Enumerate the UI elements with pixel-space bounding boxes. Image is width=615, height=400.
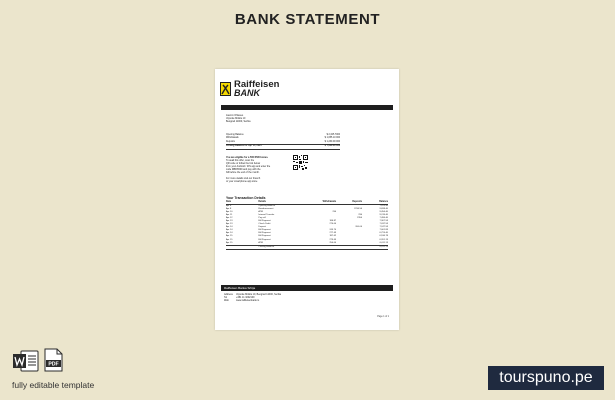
- cell-details: Deposit: [258, 226, 266, 229]
- cell-date: Apr 11: [226, 214, 233, 217]
- cell-date: Apr 15: [226, 241, 233, 244]
- header-divider: [221, 105, 393, 110]
- bank-name-line2: BANK: [234, 88, 260, 98]
- cell-date: Apr 8: [226, 208, 232, 211]
- editable-template-note: fully editable template: [12, 380, 95, 390]
- balance-summary: [226, 134, 340, 150]
- cell-balance: 6,261.13: [379, 238, 388, 241]
- cell-balance: 6,536.78: [379, 235, 388, 238]
- cell-date: Apr 13: [226, 220, 233, 223]
- cell-deposit: 2350: [357, 217, 363, 220]
- cell-details: Pay roll: [258, 217, 266, 220]
- cell-deposit: 2234.50: [354, 208, 363, 211]
- pdf-label: PDF: [48, 361, 59, 368]
- column-header: Details: [258, 201, 310, 205]
- brand-badge[interactable]: tourspuno.pe: [488, 366, 604, 390]
- cell-details: ATM: [258, 211, 263, 214]
- cell-withdrawal: 250: [332, 211, 337, 214]
- cell-details: Check Debit: [258, 223, 271, 226]
- column-header: Withdrawals: [310, 201, 336, 205]
- cell-details: Bill Payment: [258, 235, 271, 238]
- footer-key: Address: [224, 293, 233, 296]
- balance-label: Withdrawals: [226, 137, 239, 140]
- cell-balance: 9,454.40: [379, 211, 388, 214]
- cell-date: Apr 10: [226, 211, 233, 214]
- footer-line: [224, 299, 281, 302]
- cell-details: Bill Payment: [258, 220, 271, 223]
- cell-details: ATM: [258, 241, 263, 244]
- cell-details: Rembursement: [258, 208, 274, 211]
- footer-key: Tel: [224, 296, 228, 300]
- page-title: BANK STATEMENT: [234, 11, 381, 28]
- cell-balance: 7,307.53: [379, 220, 388, 223]
- word-icon: [13, 350, 39, 372]
- cell-date: Apr 14: [226, 226, 233, 229]
- column-header: Deposits: [336, 201, 362, 205]
- pdf-icon: [44, 348, 63, 372]
- cell-details: Bill Payment: [258, 229, 271, 232]
- transactions-title: Your Transaction Details: [226, 196, 266, 200]
- cell-date: Apr 13: [226, 223, 233, 226]
- cell-withdrawal: 186.87: [329, 220, 337, 223]
- column-header: Date: [226, 201, 258, 205]
- footer-value: +381 11 3202100: [236, 296, 255, 300]
- cell-balance: 9,744.40: [379, 214, 388, 217]
- cell-balance: 7,494.40: [379, 217, 388, 220]
- promo-line: code RBRS500 and pay with the: [226, 168, 261, 172]
- cell-balance: 9,698.40: [379, 208, 388, 211]
- cell-date: Apr 15: [226, 235, 233, 238]
- footer-value: www.raiffeisenbank.rs: [236, 299, 260, 303]
- closing-summary-value: $ 7,520.60 000: [306, 145, 340, 149]
- balance-label: Opening Balance: [226, 134, 244, 136]
- cell-deposit: 200.00: [355, 226, 363, 229]
- footer-bank-name: Raiffeisen Banka Srbija: [224, 285, 256, 290]
- qr-code-icon[interactable]: [293, 155, 308, 170]
- footer-value: Vojvode Mišića 10, Beograd 11000, Serbia: [236, 293, 282, 296]
- balance-value: $ 2,345.7000: [326, 134, 340, 136]
- empty-cell: [336, 245, 362, 249]
- promo-text: [226, 156, 270, 175]
- address-line: Jasmin Ohlanes: [226, 114, 244, 117]
- info-note: [226, 177, 260, 183]
- statement-document: [215, 69, 399, 330]
- address-line: Vojvode Mišića 10: [226, 117, 246, 121]
- bank-logo-icon: [220, 82, 231, 96]
- cell-details: Internal Transfer: [258, 214, 275, 217]
- cell-date: Apr 8: [226, 205, 232, 207]
- cell-withdrawal: 250.00: [329, 241, 337, 244]
- cell-details: Opening Balance: [258, 205, 276, 207]
- note-line: For more details visit our branch: [226, 177, 261, 180]
- promo-line: bill before the end of the month.: [226, 171, 260, 175]
- promo-line: QR code or follow the link below: [226, 162, 261, 166]
- cell-balance: 7,001.83: [379, 229, 388, 232]
- closing-cell: Closing Balance: [258, 245, 310, 249]
- closing-summary-label: Closing Balance for Apr 15, 2021: [226, 145, 306, 149]
- cell-date: Apr 14: [226, 229, 233, 232]
- footer-key: Web: [224, 299, 229, 303]
- cell-withdrawal: 187.62: [329, 235, 337, 238]
- cell-balance: 7,037.53: [379, 223, 388, 226]
- bank-name-line1: Raiffeisen: [234, 79, 280, 90]
- closing-cell: 6,011.13: [362, 245, 388, 249]
- cell-withdrawal: 270.00: [329, 223, 337, 226]
- cell-balance: 6,011.13: [379, 241, 388, 244]
- footer-info: [224, 293, 281, 302]
- cell-balance: 7,247.53: [379, 226, 388, 229]
- transactions-table: [226, 201, 388, 250]
- balance-value: $ 1,055.10 000: [324, 137, 340, 140]
- note-line: or your smartphone app store: [226, 180, 258, 184]
- cell-balance: 7,475.90: [379, 205, 388, 207]
- cell-details: Bill Payment: [258, 232, 271, 235]
- cell-withdrawal: 277.43: [329, 232, 337, 235]
- promo-line: You are eligible for a 500 RSD bonus.: [226, 156, 269, 159]
- cell-deposit: 290: [358, 214, 363, 217]
- promo-line: To avail this offer, scan the: [226, 159, 255, 163]
- empty-cell: [310, 245, 336, 249]
- customer-address: [226, 114, 250, 123]
- column-header: Balance: [362, 201, 388, 205]
- closing-balance-row: [226, 245, 388, 249]
- page-number: Page 1 of 1: [377, 316, 389, 318]
- promo-line: from your Android / iOS app and enter the: [226, 165, 271, 169]
- empty-cell: [226, 245, 258, 249]
- cell-withdrawal: 275.65: [329, 238, 337, 241]
- address-line: Beograd 11000, Serbia: [226, 120, 251, 124]
- cell-withdrawal: 245.70: [329, 229, 337, 232]
- closing-summary-row: [226, 145, 340, 149]
- cell-date: Apr 14: [226, 232, 233, 235]
- cell-balance: 6,724.40: [379, 232, 388, 235]
- balance-value: $ 1,230.00 000: [324, 140, 340, 143]
- balance-label: Deposits: [226, 140, 235, 143]
- cell-date: Apr 12: [226, 217, 233, 220]
- cell-details: Bill Payment: [258, 238, 271, 241]
- cell-date: Apr 15: [226, 238, 233, 241]
